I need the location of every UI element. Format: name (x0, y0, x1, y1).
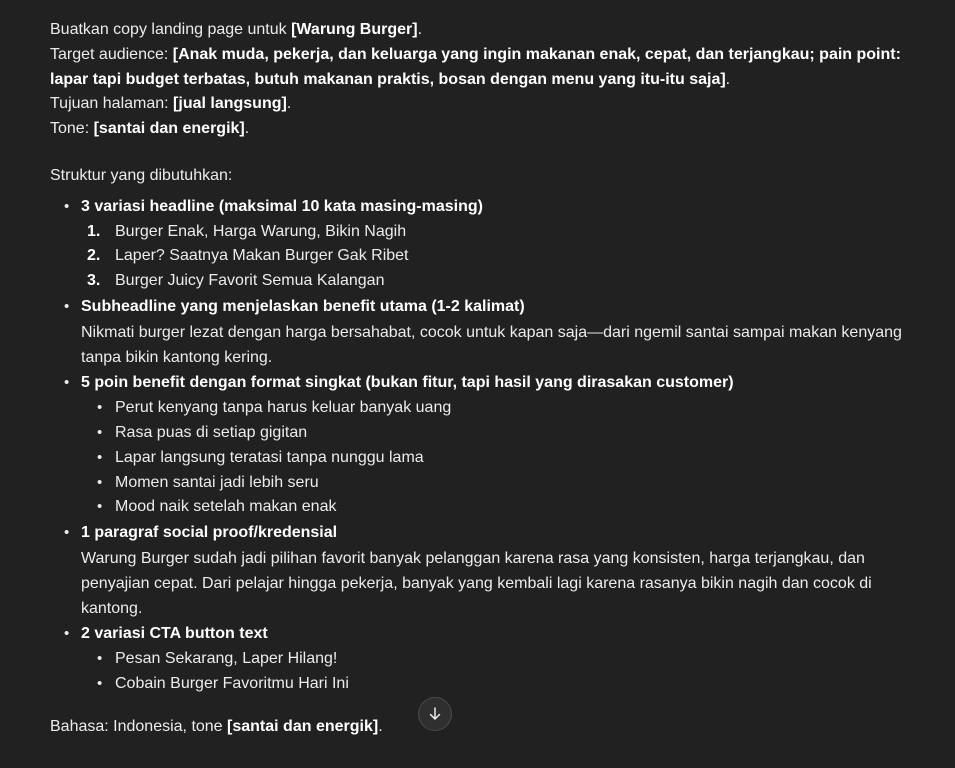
prompt-line-goal (50, 92, 911, 117)
list-item: • Lapar langsung teratasi tanpa nunggu lama (81, 446, 911, 471)
section-heading-benefits: 5 poin benefit dengan format singkat (bukan fitur, tapi hasil yang dirasakan customer) (81, 374, 734, 392)
headline-variant-1: Burger Enak, Harga Warung, Bikin Nagih (115, 222, 407, 240)
list-item (50, 622, 911, 696)
structure-heading: Struktur yang dibutuhkan: (50, 166, 233, 184)
prompt-line-brand-suffix: . (417, 21, 423, 38)
prompt-line-audience-prefix: Target audience: (50, 45, 173, 63)
scroll-to-bottom-button[interactable] (418, 697, 452, 731)
arrow-down-icon (426, 705, 444, 723)
prompt-line-tone (50, 117, 911, 142)
prompt-line-audience (50, 43, 911, 93)
prompt-line-goal-prefix: Tujuan halaman: (50, 95, 174, 113)
prompt-line-audience-value: [Anak muda, pekerja, dan keluarga yang ingin makanan enak, cepat, dan terjangkau; pain point: lapar tapi budget terbatas, butuh makanan praktis, bosan dengan menu yang itu-itu saja] (50, 45, 901, 88)
section-heading-social-proof: 1 paragraf social proof/kredensial (81, 524, 338, 542)
prompt-line-brand (50, 18, 911, 43)
list-item (81, 220, 911, 245)
list-number: 1. (87, 222, 101, 240)
list-item: • Perut kenyang tanpa harus keluar banyak uang (81, 396, 911, 421)
structure-list (50, 195, 911, 697)
list-item (50, 371, 911, 520)
prompt-line-brand-value: [Warung Burger] (291, 21, 418, 38)
footer-language-line (50, 715, 911, 740)
social-proof-paragraph: Warung Burger sudah jadi pilihan favorit banyak pelanggan karena rasa yang konsisten, harga terjangkau, dan penyajian cepat. Dari pelajar hingga pekerja, banyak yang kembali lagi karena rasanya bikin nagih dan cocok di kantong. (81, 549, 872, 617)
list-item: • Momen santai jadi lebih seru (81, 471, 911, 496)
headline-variant-3: Burger Juicy Favorit Semua Kalangan (115, 272, 385, 290)
list-item: • Mood naik setelah makan enak (81, 495, 911, 520)
subheadline-paragraph: Nikmati burger lezat dengan harga bersahabat, cocok untuk kapan saja—dari ngemil santai sampai makan kenyang tanpa bikin kantong kering. (81, 323, 902, 366)
footer-prefix: Bahasa: Indonesia, tone (50, 717, 228, 735)
section-heading-headlines: 3 variasi headline (maksimal 10 kata masing-masing) (81, 197, 483, 215)
headline-variants-list (81, 220, 911, 294)
prompt-block (50, 18, 911, 142)
list-item (81, 244, 911, 269)
cta-list (81, 647, 911, 697)
list-number: 3. (87, 272, 101, 290)
list-item (50, 521, 911, 621)
headline-variant-2: Laper? Saatnya Makan Burger Gak Ribet (115, 247, 409, 265)
prompt-line-goal-suffix: . (286, 95, 292, 113)
prompt-line-tone-value: [santai dan energik] (93, 120, 245, 138)
prompt-line-audience-suffix: . (725, 70, 731, 88)
prompt-line-tone-prefix: Tone: (50, 120, 94, 138)
list-item: • Cobain Burger Favoritmu Hari Ini (81, 672, 911, 697)
list-item (81, 269, 911, 294)
benefit-list (81, 396, 911, 520)
paragraph-spacer (50, 142, 911, 164)
list-number: 2. (87, 247, 101, 265)
section-heading-subheadline: Subheadline yang menjelaskan benefit utama (1-2 kalimat) (81, 297, 525, 315)
prompt-line-goal-value: [jual langsung] (173, 95, 287, 113)
prompt-line-tone-suffix: . (244, 120, 250, 138)
list-item (50, 295, 911, 370)
list-item: • Pesan Sekarang, Laper Hilang! (81, 647, 911, 672)
footer-tone-value: [santai dan energik] (227, 717, 379, 735)
section-heading-cta: 2 variasi CTA button text (81, 625, 268, 643)
list-item (50, 195, 911, 294)
list-item: • Rasa puas di setiap gigitan (81, 421, 911, 446)
footer-suffix: . (378, 717, 383, 735)
prompt-line-brand-prefix: Buatkan copy landing page untuk (50, 21, 292, 38)
